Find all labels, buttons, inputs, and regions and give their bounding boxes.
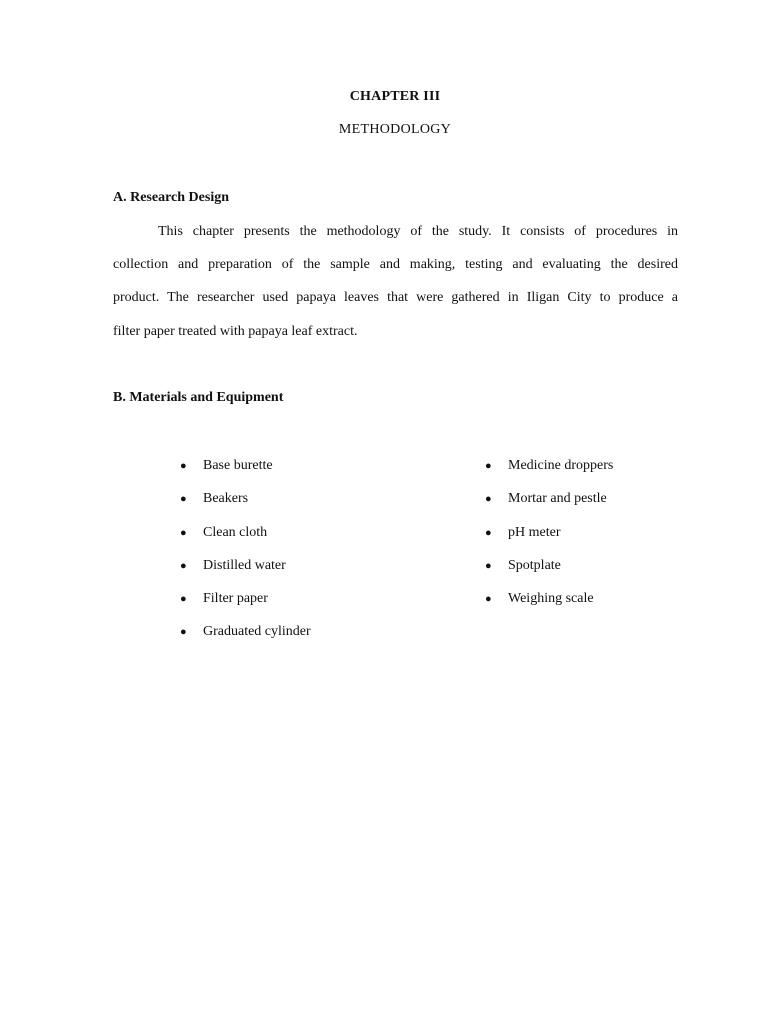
paragraph-line: product. The researcher used papaya leaves that were gathered in Iligan City to produce a [113, 290, 678, 305]
section-heading-research-design: A. Research Design [113, 190, 230, 205]
list-item-label: Filter paper [203, 591, 268, 607]
section-heading-materials: B. Materials and Equipment [113, 390, 284, 405]
chapter-title: METHODOLOGY [338, 122, 452, 137]
bullet-icon: ● [485, 559, 492, 572]
bullet-icon: ● [180, 526, 187, 539]
list-item [485, 590, 613, 623]
list-item-label: Spotplate [508, 557, 561, 573]
bullet-icon: ● [180, 493, 187, 506]
paragraph-line: collection and preparation of the sample and making, testing and evaluating the desired [113, 257, 678, 272]
list-item [180, 457, 311, 490]
list-item [180, 590, 311, 623]
chapter-label: CHAPTER III [349, 89, 441, 104]
list-item [485, 557, 613, 590]
paragraph-line: This chapter presents the methodology of the study. It consists of procedures in [158, 224, 678, 239]
list-item-label: Weighing scale [508, 591, 594, 607]
list-item [180, 557, 311, 590]
bullet-icon: ● [180, 559, 187, 572]
list-item-label: Mortar and pestle [508, 491, 607, 507]
bullet-icon: ● [485, 493, 492, 506]
list-item-label: Beakers [203, 491, 249, 507]
list-item-label: Graduated cylinder [203, 624, 311, 640]
list-item [485, 457, 613, 490]
list-item [485, 490, 613, 523]
bullet-icon: ● [180, 593, 187, 606]
bullet-icon: ● [485, 593, 492, 606]
list-item-label: Base burette [203, 458, 273, 473]
list-item-label: Medicine droppers [508, 458, 614, 473]
list-item-label: Distilled water [203, 557, 286, 573]
materials-list-right [485, 457, 613, 623]
list-item [180, 524, 311, 557]
paragraph-line: filter paper treated with papaya leaf extract. [113, 324, 358, 339]
bullet-icon: ● [485, 526, 492, 539]
list-item-label: Clean cloth [203, 524, 268, 540]
bullet-icon: ● [485, 460, 492, 472]
list-item-label: pH meter [508, 524, 561, 540]
bullet-icon: ● [180, 460, 187, 472]
list-item [180, 490, 311, 523]
bullet-icon: ● [180, 626, 187, 639]
list-item [485, 524, 613, 557]
materials-list-left [180, 457, 311, 657]
list-item [180, 623, 311, 656]
